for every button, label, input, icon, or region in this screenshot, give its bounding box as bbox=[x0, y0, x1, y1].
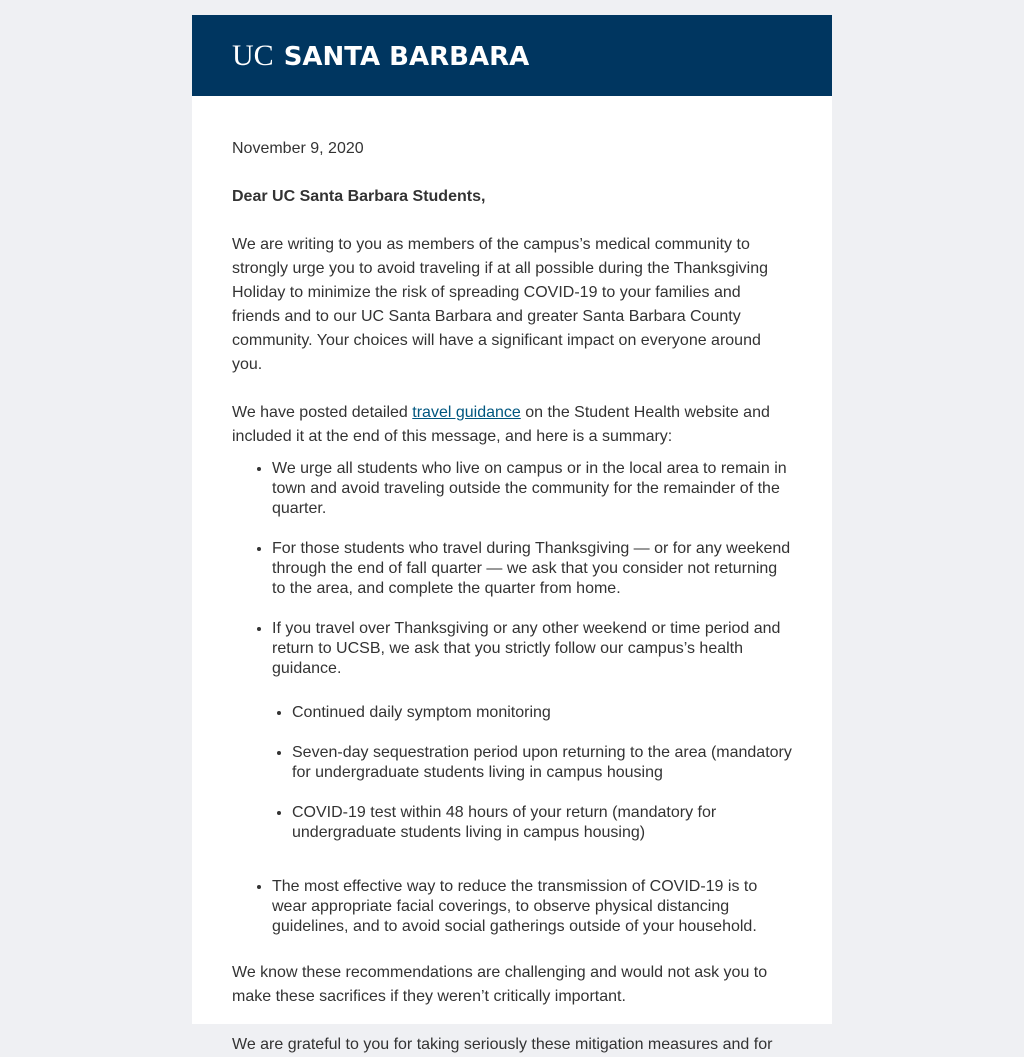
guidance-text-before: We have posted detailed bbox=[232, 404, 413, 421]
list-item: • The most effective way to reduce the transmission of COVID-19 is to wear appropriate facial coverings, to observe physical distancing guidelines, and to avoid social gatherings outside of your household. bbox=[272, 877, 792, 937]
letter-salutation: Dear UC Santa Barbara Students, bbox=[232, 188, 486, 205]
list-item-text: If you travel over Thanksgiving or any other weekend or time period and return to UCSB, we ask that you strictly follow our campus’s health guidance. bbox=[272, 620, 781, 677]
closing-paragraph-2: We are grateful to you for taking seriously these mitigation measures and for bbox=[232, 1036, 773, 1053]
ucsb-logo bbox=[232, 38, 530, 72]
list-item: • We urge all students who live on campus or in the local area to remain in town and avoid traveling outside the community for the remainder of the quarter. bbox=[272, 459, 792, 519]
sub-list-item: • COVID-19 test within 48 hours of your return (mandatory for undergraduate students living in campus housing) bbox=[292, 803, 792, 843]
logo-uc-text: UC bbox=[232, 38, 274, 72]
intro-paragraph: We are writing to you as members of the campus’s medical community to strongly urge you to avoid traveling if at all possible during the Thanksgiving Holiday to minimize the risk of spreading COVID-19 to your families and friends and to our UC Santa Barbara and greater Santa Barbara County community. Your choices will have a significant impact on everyone around you. bbox=[232, 236, 769, 373]
guidance-text-after: on the Student Health website and included it at the end of this message, and here is a summary: bbox=[232, 404, 770, 445]
header-banner bbox=[192, 15, 832, 96]
list-item bbox=[272, 619, 792, 843]
guidance-paragraph bbox=[232, 401, 792, 449]
travel-guidance-link[interactable]: travel guidance bbox=[412, 404, 521, 421]
letter-content bbox=[192, 96, 832, 1057]
sub-list-item: • Seven-day sequestration period upon returning to the area (mandatory for undergraduate students living in campus housing bbox=[292, 743, 792, 783]
summary-list bbox=[232, 459, 792, 937]
email-body bbox=[192, 15, 832, 1053]
logo-name-text: SANTA BARBARA bbox=[283, 41, 530, 72]
closing-paragraph-1: We know these recommendations are challenging and would not ask you to make these sacrifices if they weren’t critically important. bbox=[232, 964, 768, 1005]
sub-list-item: • Continued daily symptom monitoring bbox=[292, 703, 792, 723]
letter-date: November 9, 2020 bbox=[232, 140, 364, 157]
health-guidance-sublist bbox=[272, 703, 792, 843]
list-item: • For those students who travel during Thanksgiving — or for any weekend through the end of fall quarter — we ask that you consider not returning to the area, and complete the quarter from home. bbox=[272, 539, 792, 599]
